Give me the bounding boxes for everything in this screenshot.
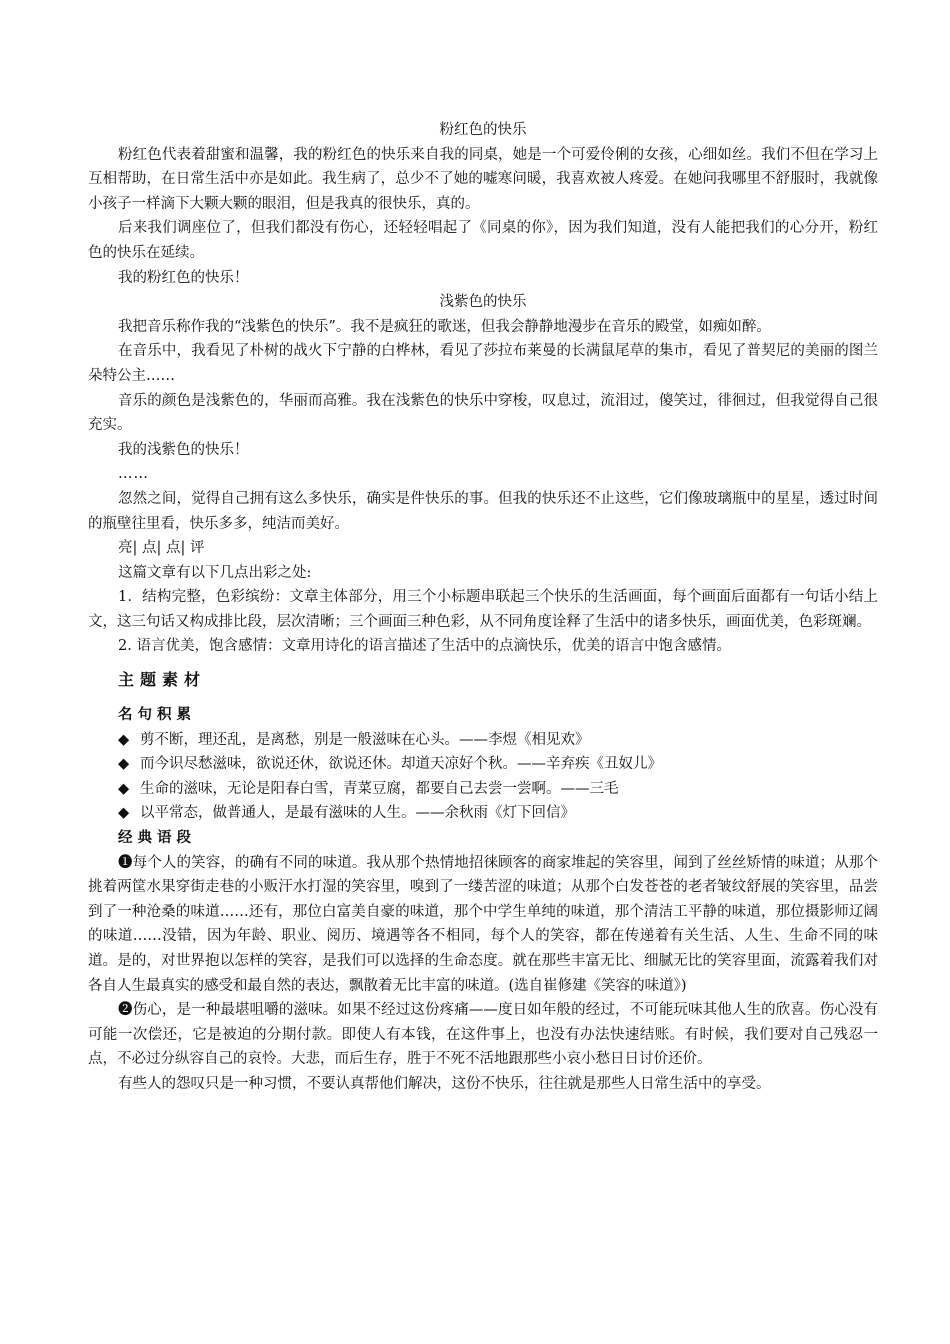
paragraph: 后来我们调座位了，但我们都没有伤心，还轻轻唱起了《同桌的你》，因为我们知道，没有人能把我们的心分开，粉红色的快乐在延续。 (88, 220, 878, 261)
review-point-1: 1．结构完整，色彩缤纷：文章主体部分，用三个小标题串联起三个快乐的生活画面，每个画面后面都有一句话小结上文，这三句话又构成排比段，层次清晰；三个画面三种色彩，从不同角度诠释了生活中的诸多快乐，画面优美，色彩斑斓。 (88, 589, 878, 630)
passage-3: 有些人的怨叹只是一种习惯，不要认真帮他们解决，这份不快乐，往往就是那些人日常生活中的享受。 (118, 1075, 771, 1092)
review-heading: 亮| 点| 点| 评 (118, 540, 205, 557)
diamond-bullet-icon: ◆ (118, 731, 130, 748)
quote-item (88, 728, 878, 753)
paragraph: 我的粉红色的快乐！ (118, 269, 249, 286)
review-point-2: 2. 语言优美，饱含感情：文章用诗化的语言描述了生活中的点滴快乐，优美的语言中饱含感情。 (118, 638, 731, 655)
paragraph: 音乐的颜色是浅紫色的，华丽而高雅。我在浅紫色的快乐中穿梭，叹息过，流泪过，傻笑过，徘徊过，但我觉得自己很充实。 (88, 392, 878, 434)
paragraph: 我的浅紫色的快乐！ (118, 441, 249, 458)
quote-text: 生命的滋味，无论是阳春白雪，青菜豆腐，都要自己去尝一尝啊。——三毛 (140, 780, 619, 797)
quote-text: 剪不断，理还乱，是离愁，别是一般滋味在心头。——李煜《相见欢》 (140, 731, 590, 748)
passage-1: ❶每个人的笑容，的确有不同的味道。我从那个热情地招徕顾客的商家堆起的笑容里，闻到了丝丝矫情的味道；从那个挑着两筐水果穿街走巷的小贩汗水打湿的笑容里，嗅到了一缕苦涩的味道；从那个白发苍苍的老者皱纹舒展的笑容里，品尝到了一种沧桑的味道……还有，那位白富美自豪的味道，那个中学生单纯的味道，那个清洁工平静的味道，那位摄影师辽阔的味道……没错，因为年龄、职业、阅历、境遇等各不相同，每个人的笑容，都在传递着有关生活、人生、生命不同的味道。是的，对世界抱以怎样的笑容，是我们可以选择的生命态度。就在那些丰富无比、细腻无比的笑容里面，流露着我们对各自人生最真实的感受和最自然的表达，飘散着无比丰富的味道。(选自崔修建《笑容的味道》) (88, 854, 878, 994)
quote-text: 以平常态，做普通人，是最有滋味的人生。——余秋雨《灯下回信》 (140, 805, 575, 822)
review-intro: 这篇文章有以下几点出彩之处: (118, 564, 312, 581)
quote-item (88, 752, 878, 777)
paragraph: 粉红色代表着甜蜜和温馨，我的粉红色的快乐来自我的同桌，她是一个可爱伶俐的女孩，心细如丝。我们不但在学习上互相帮助，在日常生活中亦是如此。我生病了，总少不了她的嘘寒问暖，我喜欢被人疼爱。在她问我哪里不舒服时，我就像小孩子一样滴下大颗大颗的眼泪，但是我真的很快乐，真的。 (88, 146, 878, 212)
paragraph: 在音乐中，我看见了朴树的战火下宁静的白桦林，看见了莎拉布莱曼的长满鼠尾草的集市，看见了普契尼的美丽的图兰朵特公主…… (88, 343, 878, 384)
passages-heading: 经典语段 (118, 830, 196, 847)
diamond-bullet-icon: ◆ (118, 805, 130, 822)
ellipsis: …… (118, 466, 149, 483)
section-title-purple: 浅紫色的快乐 (439, 294, 527, 311)
passage-2: ❷伤心，是一种最堪咀嚼的滋味。如果不经过这份疼痛——度日如年般的经过，不可能玩味其他人生的欣喜。伤心没有可能一次偿还，它是被迫的分期付款。即使人有本钱，在这件事上，也没有办法快速结账。有时候，我们要对自己残忍一点，不必过分纵容自己的哀怜。大悲，而后生存，胜于不死不活地跟那些小哀小愁日日讨价还价。 (88, 1002, 878, 1068)
quote-text: 而今识尽愁滋味，欲说还休，欲说还休。却道天凉好个秋。——辛弃疾《丑奴儿》 (140, 756, 662, 773)
theme-heading: 主题素材 (118, 670, 207, 690)
quotes-heading: 名句积累 (118, 707, 196, 724)
diamond-bullet-icon: ◆ (118, 780, 130, 797)
quote-item (88, 777, 878, 802)
diamond-bullet-icon: ◆ (118, 756, 130, 773)
paragraph: 我把音乐称作我的“浅紫色的快乐”。我不是疯狂的歌迷，但我会静静地漫步在音乐的殿堂，如痴如醉。 (118, 318, 771, 335)
document-page (88, 118, 878, 1097)
closing-paragraph: 忽然之间，觉得自己拥有这么多快乐，确实是件快乐的事。但我的快乐还不止这些，它们像玻璃瓶中的星星，透过时间的瓶壁往里看，快乐多多，纯洁而美好。 (88, 490, 878, 532)
quote-item (88, 801, 878, 826)
section-title-pink: 粉红色的快乐 (439, 122, 527, 138)
